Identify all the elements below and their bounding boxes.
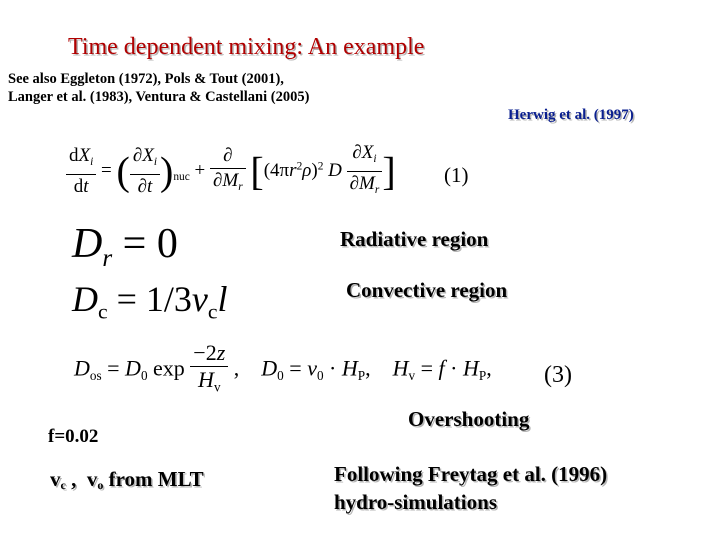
convective-diffusion-equation: $D_c = 1/3v_cl$ (72, 279, 228, 324)
references-line-1: See also Eggleton (1972), Pols & Tout (2001), (8, 71, 284, 87)
mlt-text: from MLT (103, 467, 204, 491)
freytag-note (334, 460, 607, 516)
freytag-line-2: hydro-simulations (334, 490, 497, 514)
f-value-label: f=0.02 (48, 426, 99, 447)
diffusion-equation: $\frac{dX_i}{dt}$ = ( $\frac{\partial X_i}{\partial t}$ )$_{nuc}$ + $\frac{\partial}{\partial M_r}$ [$(4\pi r^2\rho)^2$ D $\frac{\partial X_i}{\partial M_r}$ ] (66, 141, 396, 202)
slide-title: Time dependent mixing: An example (68, 34, 425, 60)
references-line-2: Langer et al. (1983), Ventura & Castellani (2005) (8, 89, 310, 105)
freytag-line-1: Following Freytag et al. (1996) (334, 462, 608, 486)
equation-3-number: (3) (544, 362, 572, 388)
equation-1-number: (1) (444, 163, 469, 187)
convective-region-label: Convective region (346, 278, 508, 302)
velocity-source-label (50, 467, 204, 493)
vc-symbol: v (50, 467, 61, 491)
radiative-diffusion-equation: $D_r = 0$ (72, 221, 178, 272)
velocity-separator: , (65, 467, 87, 491)
vc-subscript: c (60, 478, 66, 492)
overshoot-equation: $D_{os} = D_0$ exp $\frac{-2z}{H_v}$ , $D_0 = v_0 \cdot H_P$, $H_v = f \cdot H_P$, (74, 340, 492, 401)
references-text (8, 70, 309, 106)
vo-subscript: o (97, 478, 104, 492)
herwig-citation: Herwig et al. (1997) (508, 107, 634, 123)
overshooting-label: Overshooting (408, 407, 530, 431)
vo-symbol: v (86, 467, 98, 491)
radiative-region-label: Radiative region (340, 227, 489, 251)
